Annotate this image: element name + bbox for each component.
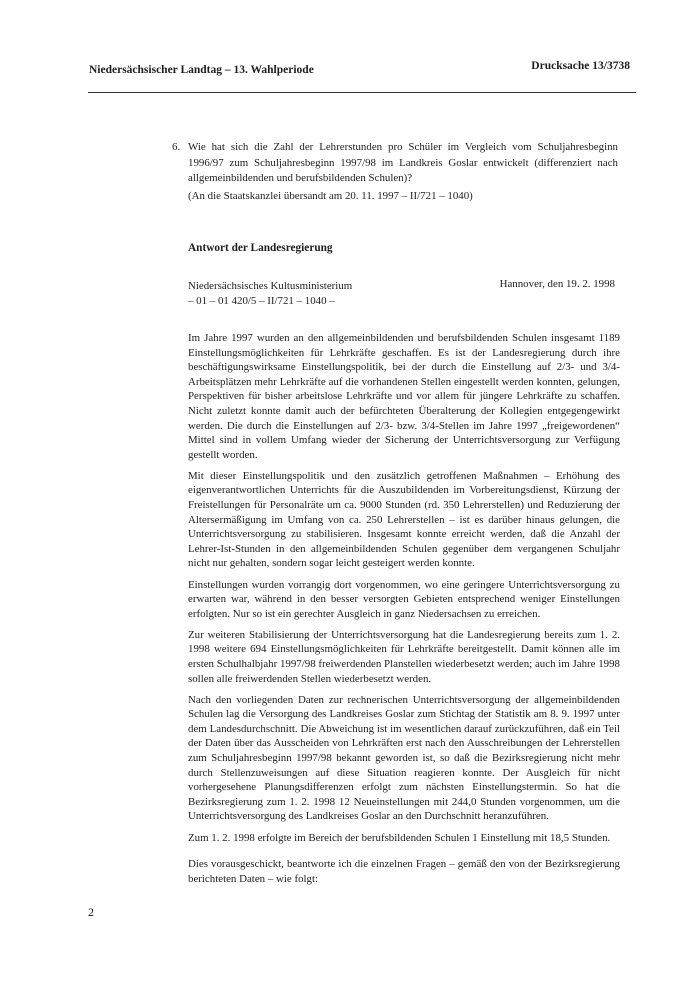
paragraph-6: Zum 1. 2. 1998 erfolgte im Bereich der berufsbildenden Schulen 1 Einstellung mit 18,5 Stunden.	[188, 831, 611, 844]
header-legislature: Niedersächsischer Landtag – 13. Wahlperiode	[89, 64, 314, 76]
question-text: Wie hat sich die Zahl der Lehrerstunden pro Schüler im Vergleich vom Schuljahresbeginn 1996/97 zum Schuljahresbeginn 1997/98 im Landkreis Goslar entwickelt (differenziert nach allgemeinbildenden und berufsbildenden Schulen)?	[188, 141, 618, 185]
answer-body	[188, 331, 620, 893]
question-number: 6.	[172, 141, 181, 153]
ministry-name: Niedersächsisches Kultusministerium	[188, 280, 353, 292]
header-print-number: Drucksache 13/3738	[531, 60, 630, 72]
question-block	[172, 140, 618, 187]
paragraph-2: Mit dieser Einstellungspolitik und den zusätzlich getroffenen Maßnahmen – Erhöhung des eigenverantwortlichen Unterrichts für die Auszubildenden im Vorbereitungsdienst, Kürzung der Freistellungen für Personalräte um ca. 9000 Stunden (rd. 350 Lehrerstellen) und Reduzierung der Altersermäßigung im Umfang von ca. 250 Lehrerstellen – ist es darüber hinaus gelungen, die Unterrichtsversorgung zu stabilisieren. Insgesamt konnte erreicht werden, daß die Anzahl der Lehrer-Ist-Stunden in den allgemeinbildenden Schulen gegenüber dem vergangenen Schuljahr nicht nur gehalten, sondern sogar leicht gesteigert werden konnte.	[188, 469, 620, 570]
paragraph-1: Im Jahre 1997 wurden an den allgemeinbildenden und berufsbildenden Schulen insgesamt 1189 Einstellungsmöglichkeiten für Lehrkräfte geschaffen. Es ist der Landesregierung durch ihre beschäftigungswirksame Einstellungspolitik, bei der durch die Einstellung auf 2/3- und 3/4-Arbeitsplätzen mehr Lehrkräfte auf die vorhandenen Stellen eingestellt werden konnten, gelungen, Perspektiven für bisher arbeitslose Lehrkräfte und vor allem für jüngere Lehrkräfte zu schaffen. Nicht zuletzt konnte damit auch der befürchteten Überalterung der Kollegien entgegengewirkt werden. Die durch die Einstellungen auf 2/3- bzw. 3/4-Stellen im Jahre 1997 „freigewordenen“ Mittel sind in vollem Umfang wieder der Sicherung der Unterrichtsversorgung zur Verfügung gestellt worden.	[188, 332, 620, 461]
sent-note: (An die Staatskanzlei übersandt am 20. 11. 1997 – II/721 – 1040)	[188, 190, 473, 202]
answer-title: Antwort der Landesregierung	[188, 242, 333, 254]
paragraph-5: Nach den vorliegenden Daten zur rechnerischen Unterrichtsversorgung der allgemeinbildenden Schulen lag die Versorgung des Landkreises Goslar zum Stichtag der Statistik am 8. 9. 1997 unter dem Landesdurchschnitt. Die Abweichung ist im wesentlichen darauf zurückzuführen, daß ein Teil der Daten über das Ausscheiden von Lehrkräften erst nach den Ausschreibungen der Lehrerstellen zum Schuljahresbeginn 1997/98 bekannt geworden ist, so daß die Bezirksregierung nicht mehr durch Stellenzuweisungen auf diese Situation reagieren konnte. Der Ausgleich für nicht vorhergesehene Planungsdifferenzen erfolgt zum nächsten Einstellungstermin. So hat die Bezirksregierung zum 1. 2. 1998 12 Neueinstellungen mit 244,0 Stunden vorgenommen, um die Unterrichtsversorgung des Landkreises Goslar an den Durchschnitt heranzuführen.	[188, 693, 620, 823]
place-date: Hannover, den 19. 2. 1998	[499, 278, 615, 290]
ministry-reference: – 01 – 01 420/5 – II/721 – 1040 –	[188, 295, 335, 307]
page-number: 2	[88, 905, 94, 919]
paragraph-7: Dies vorausgeschickt, beantworte ich die einzelnen Fragen – gemäß den von der Bezirksregierung berichteten Daten – wie folgt:	[188, 858, 620, 885]
paragraph-3: Einstellungen wurden vorrangig dort vorgenommen, wo eine geringere Unterrichtsversorgung zu erwarten war, während in den besser versorgten Gebieten entsprechend weniger Einstellungen erfolgten. Nur so ist ein gerechter Ausgleich in ganz Niedersachsen zu erreichen.	[188, 578, 620, 620]
header-rule	[88, 92, 636, 93]
paragraph-4: Zur weiteren Stabilisierung der Unterrichtsversorgung hat die Landesregierung bereits zum 1. 2. 1998 weitere 694 Einstellungsmöglichkeiten für Lehrkräfte bereitgestellt. Damit können alle im ersten Schulhalbjahr 1997/98 freiwerdenden Planstellen wiederbesetzt werden; auch im Jahre 1998 sollen alle freiwerdenden Stellen wiederbesetzt werden.	[188, 628, 620, 685]
